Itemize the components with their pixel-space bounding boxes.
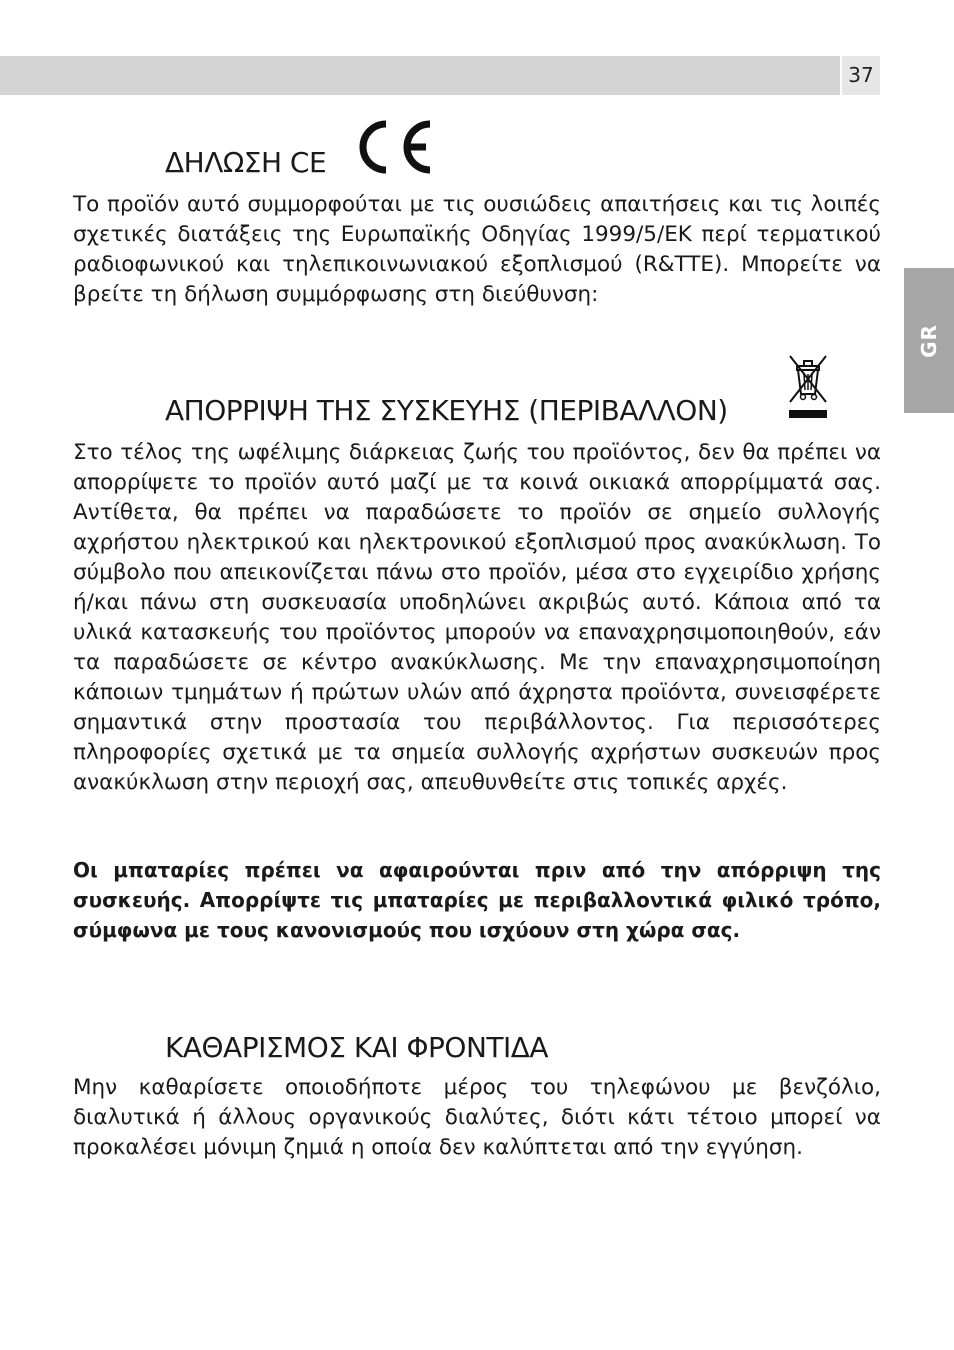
disposal-heading: ΑΠΟΡΡΙΨΗ ΤΗΣ ΣΥΣΚΕΥΗΣ (ΠΕΡΙΒΑΛΛΟΝ) — [165, 394, 728, 427]
ce-declaration-text: Το προϊόν αυτό συμμορφούται με τις ουσιώδεις απαιτήσεις και τις λοιπές σχετικές διατάξεις της Ευρωπαϊκής Οδηγίας 1999/5/ΕΚ περί τερματικού ραδιοφωνικού και τηλεπικοινωνιακού εξοπλισμού (R&TTE). Μπορείτε να βρείτε τη δήλωση συμμόρφωσης στη διεύθυνση: — [73, 192, 881, 307]
page-number: 37 — [842, 56, 880, 95]
cleaning-heading: ΚΑΘΑΡΙΣΜΟΣ ΚΑΙ ΦΡΟΝΤΙΔΑ — [165, 1031, 549, 1064]
header-bar — [0, 56, 840, 95]
ce-declaration-heading: ΔΗΛΩΣΗ CE — [165, 146, 327, 179]
cleaning-text: Μην καθαρίσετε οποιοδήποτε μέρος του τηλεφώνου με βενζόλιο, διαλυτικά ή άλλους οργανικούς διαλύτες, διότι κάτι τέτοιο μπορεί να προκαλέσει μόνιμη ζημιά η οποία δεν καλύπτεται από την εγγύηση. — [73, 1075, 881, 1160]
crossed-bin-icon — [784, 352, 832, 424]
language-tab — [904, 268, 954, 413]
language-tab-label: GR — [917, 323, 941, 358]
battery-disposal-text: Οι μπαταρίες πρέπει να αφαιρούνται πριν από την απόρριψη της συσκευής. Απορρίψτε τις μπαταρίες με περιβαλλοντικά φιλικό τρόπο, σύμφωνα με τους κανονισμούς που ισχύουν στη χώρα σας. — [73, 858, 881, 942]
disposal-text: Στο τέλος της ωφέλιμης διάρκειας ζωής του προϊόντος, δεν θα πρέπει να απορρίψετε το προϊόν αυτό μαζί με τα κοινά οικιακά απορρίμματά σας. Αντίθετα, θα πρέπει να παραδώσετε το προϊόν σε σημείο συλλογής αχρήστου ηλεκτρικού και ηλεκτρονικού εξοπλισμού προς ανακύκλωση. Το σύμβολο που απεικονίζεται πάνω στο προϊόν, μέσα στο εγχειρίδιο χρήσης ή/και πάνω στη συσκευασία υποδηλώνει ακριβώς αυτό. Κάποια από τα υλικά κατασκευής του προϊόντος μπορούν να επαναχρησιμοποιηθούν, εάν τα παραδώσετε σε κέντρο ανακύκλωσης. Με την επαναχρησιμοποίηση κάποιων τμημάτων ή πρώτων υλών από άχρηστα προϊόντα, συνεισφέρετε σημαντικά στην προστασία του περιβάλλοντος. Για περισσότερες πληροφορίες σχετικά με τα σημεία συλλογής αχρήστων συσκευών προς ανακύκλωση στην περιοχή σας, απευθυνθείτε στις τοπικές αρχές. — [73, 440, 881, 795]
ce-mark-icon — [352, 118, 436, 176]
